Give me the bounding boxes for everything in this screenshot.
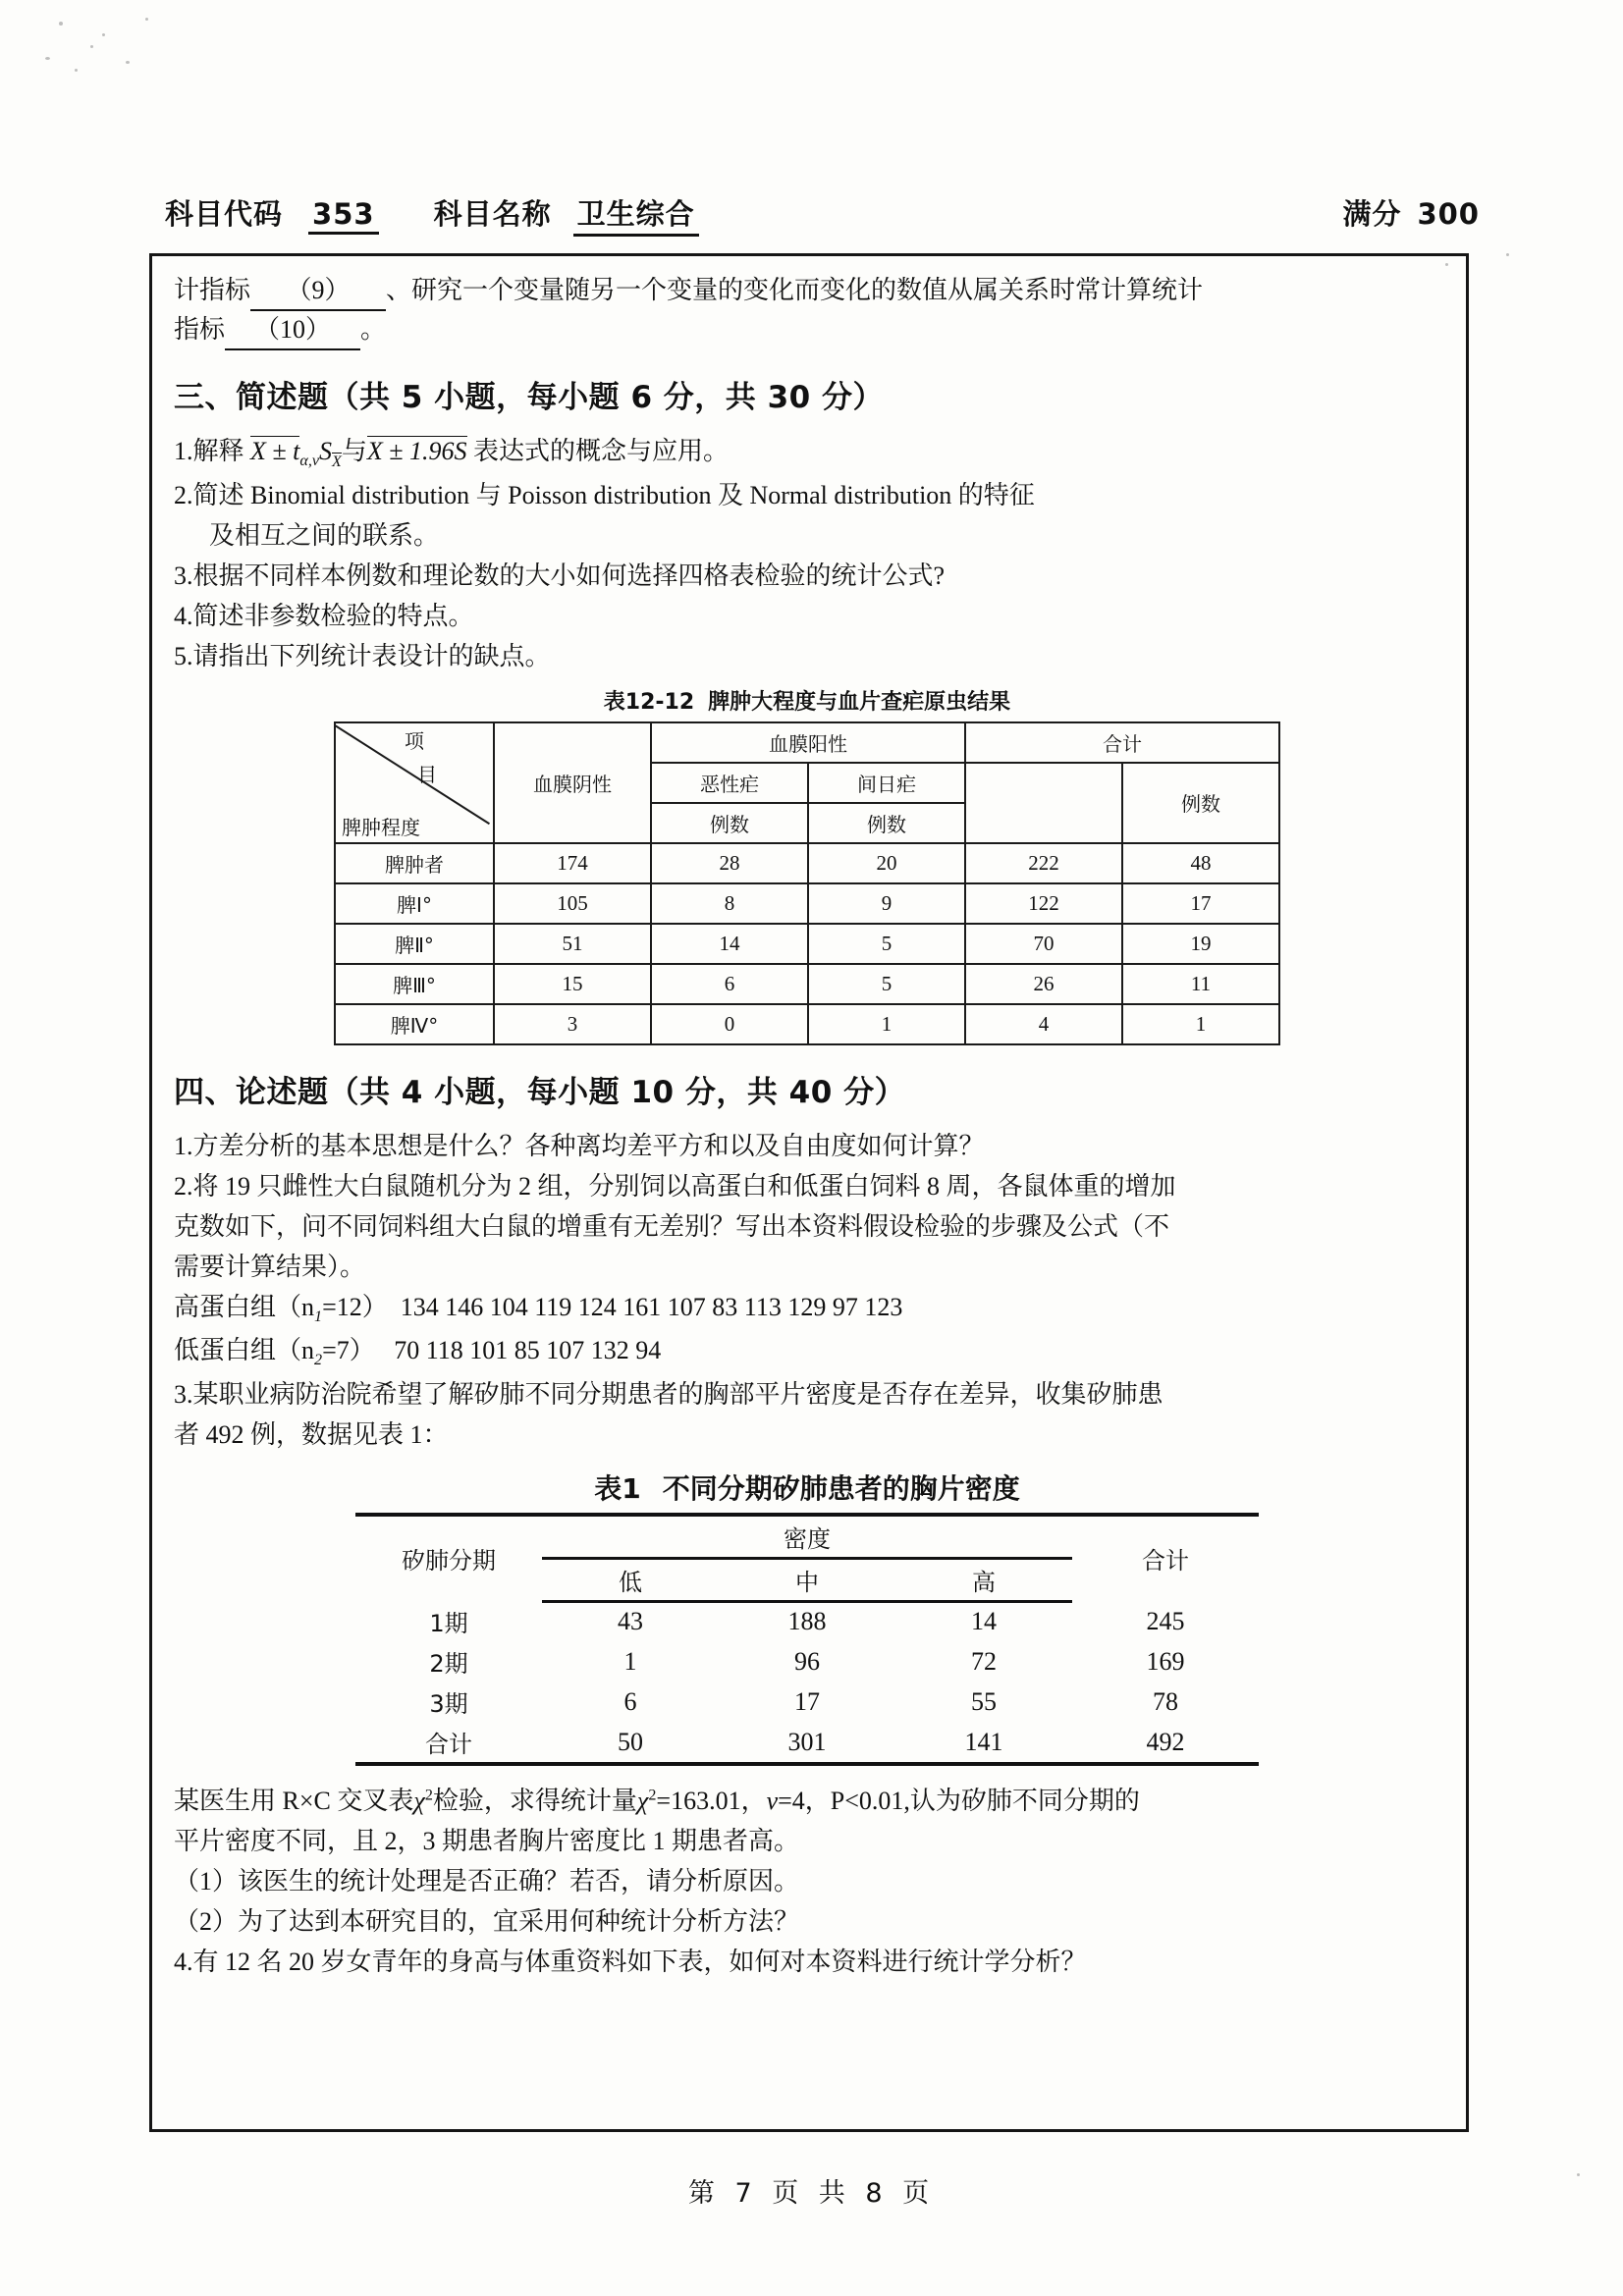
row-label: 脾肿者: [335, 843, 494, 883]
cell-total-b: 17: [1122, 883, 1279, 924]
low-protein-n-sub: 2: [314, 1352, 323, 1369]
table-12-12: [334, 721, 1280, 1045]
row-label: 3期: [429, 1690, 468, 1719]
cell-total: 169: [1146, 1646, 1185, 1676]
col-header-low: 低: [542, 1558, 719, 1601]
section3-question-2-line1: 2.简述 Binomial distribution 与 Poisson distribution 及 Normal distribution 的特征: [174, 480, 1035, 509]
low-protein-label: 低蛋白组（n: [174, 1336, 315, 1365]
cell-malignant: 14: [651, 924, 808, 964]
q1-formula-a-body: X ± t: [250, 437, 300, 466]
section3-question-3: 3.根据不同样本例数和理论数的大小如何选择四格表检验的统计公式?: [174, 561, 946, 590]
subject-name-label: 科目名称: [433, 197, 552, 231]
full-score-value: 300: [1417, 197, 1480, 231]
table-1-caption: [174, 1468, 1440, 1507]
section4-question-3-line1: 3.某职业病防治院希望了解矽肺不同分期患者的胸部平片密度是否存在差异，收集矽肺患: [174, 1379, 1163, 1409]
section4-question-2-line3: 需要计算结果）。: [174, 1252, 366, 1281]
row-label: 脾Ⅱ°: [335, 924, 494, 964]
chi-square-statement-line1: [174, 1782, 1440, 1820]
cell-malignant: 0: [651, 1004, 808, 1044]
table-row: [355, 1682, 1259, 1722]
table-row: [355, 1641, 1259, 1682]
page-header: [165, 192, 1515, 238]
subject-name-value: 卫生综合: [573, 192, 699, 237]
cell-total-b: 11: [1122, 964, 1279, 1004]
cell-total-b: 19: [1122, 924, 1279, 964]
scan-speck: [90, 45, 93, 48]
q1-trailer: 表达式的概念与应用。: [473, 437, 730, 466]
cell-total: 492: [1072, 1722, 1259, 1764]
table-1-header-row-1: [355, 1515, 1259, 1559]
col-header-total-cases: 例数: [1122, 763, 1279, 843]
high-protein-n-value: =12）: [322, 1292, 388, 1321]
section4-question-1: 1.方差分析的基本思想是什么？各种离均差平方和以及自由度如何计算？: [174, 1131, 985, 1160]
col-header-high: 高: [895, 1558, 1072, 1601]
row-label: 1期: [429, 1610, 468, 1638]
blank-10: （10）: [225, 311, 360, 350]
col-header-mid: 中: [719, 1558, 895, 1601]
scan-speck: [145, 18, 148, 21]
table-12-12-number: 表12-12: [603, 689, 695, 715]
continued-lead: 计指标: [174, 276, 251, 304]
high-protein-label: 高蛋白组（n: [174, 1292, 315, 1321]
chi-value: =163.01，: [656, 1787, 767, 1816]
low-protein-n-value: =7）: [322, 1336, 375, 1365]
low-protein-group-data: [174, 1331, 1440, 1372]
high-protein-group-data: [174, 1288, 1440, 1329]
subject-code-label: 科目代码: [165, 197, 284, 231]
section3-question-4: 4.简述非参数检验的特点。: [174, 601, 474, 630]
cell-mid: 188: [787, 1607, 827, 1636]
continued-blank-line-1: [174, 272, 1440, 311]
row-label: 脾Ⅲ°: [335, 964, 494, 1004]
chi-stmt-mid: 检验，求得统计量: [432, 1787, 637, 1816]
cell-low: 1: [623, 1646, 637, 1676]
corner-bottom-label: 脾肿程度: [342, 815, 420, 839]
exam-content-box: [149, 253, 1469, 2132]
col-unit-malignant: 例数: [651, 803, 808, 843]
q1-formula-a-sub: α,ν: [299, 453, 320, 470]
section4-question-3-sub2: （2）为了达到本研究目的，宜采用何种统计分析方法？: [174, 1907, 800, 1937]
q1-formula-a-s: S: [319, 437, 333, 466]
page-footer: 第 7 页 共 8 页: [687, 2178, 936, 2209]
section4-question-4: 4.有 12 名 20 岁女青年的身高与体重资料如下表，如何对本资料进行统计学分析？: [174, 1948, 1087, 1977]
cell-negative: 3: [494, 1004, 651, 1044]
cell-mid: 17: [794, 1686, 820, 1716]
cell-total: 245: [1146, 1606, 1185, 1635]
chi-stmt-lead: 某医生用 R×C 交叉表: [174, 1787, 414, 1816]
chi-stmt-tail: =4，P<0.01,认为矽肺不同分期的: [778, 1787, 1140, 1816]
section3-question-1: [174, 432, 1440, 473]
col-header-blood-negative: 血膜阴性: [494, 722, 651, 843]
q1-lead: 解释: [192, 437, 244, 466]
col-group-total: 合计: [965, 722, 1279, 763]
cell-malignant: 6: [651, 964, 808, 1004]
low-protein-values: 70 118 101 85 107 132 94: [394, 1336, 662, 1365]
corner-mid-label: 目: [417, 762, 437, 786]
blank-9: （9）: [250, 272, 386, 311]
cell-low: 6: [623, 1686, 637, 1716]
section3-question-5: 5.请指出下列统计表设计的缺点。: [174, 641, 551, 670]
high-protein-n-sub: 1: [314, 1308, 323, 1325]
cell-total-b: 1: [1122, 1004, 1279, 1044]
cell-total: 78: [1153, 1686, 1178, 1716]
cell-negative: 174: [494, 843, 651, 883]
cell-negative: 105: [494, 883, 651, 924]
cell-vivax: 1: [808, 1004, 965, 1044]
table-row: [335, 883, 1279, 924]
row-label: 2期: [429, 1650, 468, 1679]
cell-high: 141: [895, 1722, 1072, 1764]
continued-mid: 、研究一个变量随另一个变量的变化而变化的数值从属关系时常计算统计: [386, 276, 1204, 304]
cell-total-b: 48: [1122, 843, 1279, 883]
cell-mid: 301: [719, 1722, 895, 1764]
col-group-density: 密度: [542, 1515, 1072, 1559]
subject-code-value: 353: [308, 197, 379, 235]
corner-top-label: 项: [405, 728, 424, 753]
cell-vivax: 9: [808, 883, 965, 924]
cell-high: 72: [971, 1646, 997, 1676]
cell-negative: 15: [494, 964, 651, 1004]
q1-formula-a-s-sub: X: [332, 453, 342, 470]
scan-speck: [45, 57, 50, 60]
scan-speck: [126, 61, 130, 64]
high-protein-values: 134 146 104 119 124 161 107 83 113 129 97 123: [400, 1292, 903, 1321]
cell-mid: 96: [794, 1646, 820, 1676]
table-1-title: 不同分期矽肺患者的胸片密度: [662, 1471, 1020, 1505]
cell-negative: 51: [494, 924, 651, 964]
col-header-total: 合计: [1072, 1515, 1259, 1602]
continued-tail: 。: [360, 315, 387, 345]
scan-speck: [59, 22, 63, 26]
col-header-total-blank: [965, 763, 1122, 843]
continued-lead-2: 指标: [174, 315, 226, 345]
table-row: [355, 1722, 1259, 1764]
table-12-12-corner-cell: [335, 722, 494, 843]
nu-symbol: ν: [766, 1787, 779, 1816]
cell-malignant: 8: [651, 883, 808, 924]
chi-exponent: 2: [424, 1787, 433, 1804]
chi-symbol-2: χ: [636, 1787, 649, 1816]
section4-question-3-sub1: （1）该医生的统计处理是否正确？若否，请分析原因。: [174, 1867, 800, 1896]
scan-speck: [102, 33, 105, 36]
q1-formula-a: [250, 437, 342, 470]
section-3-heading: 三、简述题（共 5 小题，每小题 6 分，共 30 分）: [174, 380, 885, 416]
table-row: [335, 964, 1279, 1004]
table-12-12-title: 脾肿大程度与血片查疟原虫结果: [708, 689, 1011, 715]
table-row: [335, 924, 1279, 964]
col-group-blood-positive: 血膜阳性: [651, 722, 965, 763]
table-12-12-body: [335, 843, 1279, 1044]
cell-total-a: 70: [965, 924, 1122, 964]
q1-formula-b: X ± 1.96S: [366, 437, 467, 466]
col-unit-vivax: 例数: [808, 803, 965, 843]
row-label: 合计: [355, 1722, 542, 1764]
scan-speck: [1506, 253, 1509, 256]
section-4-heading: 四、论述题（共 4 小题，每小题 10 分，共 40 分）: [174, 1074, 906, 1110]
section4-question-2-line2: 克数如下，问不同饲料组大白鼠的增重有无差别？写出本资料假设检验的步骤及公式（不: [174, 1211, 1170, 1241]
cell-vivax: 5: [808, 924, 965, 964]
scan-speck: [75, 69, 78, 72]
table-row: [335, 1004, 1279, 1044]
row-label: 脾Ⅳ°: [335, 1004, 494, 1044]
cell-vivax: 5: [808, 964, 965, 1004]
q1-number: 1.: [174, 437, 193, 466]
cell-vivax: 20: [808, 843, 965, 883]
row-label: 脾Ⅰ°: [335, 883, 494, 924]
table-row: [355, 1601, 1259, 1641]
q1-conjunction: 与: [341, 437, 367, 466]
cell-high: 55: [971, 1686, 997, 1716]
cell-total-a: 122: [965, 883, 1122, 924]
cell-total-a: 26: [965, 964, 1122, 1004]
cell-low: 50: [542, 1722, 719, 1764]
chi-square-statement-line2: 平片密度不同，且 2，3 期患者胸片密度比 1 期患者高。: [174, 1827, 800, 1856]
col-header-vivax: 间日疟: [808, 763, 965, 803]
chi-symbol: χ: [413, 1787, 425, 1816]
table-12-12-header-row-1: [335, 722, 1279, 763]
cell-malignant: 28: [651, 843, 808, 883]
table-1-number: 表1: [594, 1471, 641, 1505]
cell-total-a: 222: [965, 843, 1122, 883]
section3-question-2-line2: 及相互之间的联系。: [209, 520, 440, 550]
cell-high: 14: [971, 1607, 997, 1636]
section4-question-3-line2: 者 492 例，数据见表 1：: [174, 1419, 449, 1449]
section4-question-2-line1: 2.将 19 只雌性大白鼠随机分为 2 组，分别饲以高蛋白和低蛋白饲料 8 周，各鼠体重的增加: [174, 1171, 1176, 1201]
table-1: [355, 1513, 1259, 1767]
continued-blank-line-2: [174, 311, 1440, 350]
table-1-body: [355, 1601, 1259, 1764]
cell-low: 43: [618, 1607, 643, 1636]
col-header-malignant: 恶性疟: [651, 763, 808, 803]
table-12-12-caption: [174, 685, 1440, 716]
full-score-label: 满分: [1342, 197, 1402, 231]
cell-total-a: 4: [965, 1004, 1122, 1044]
col-header-stage: 矽肺分期: [355, 1515, 542, 1602]
chi-exponent-2: 2: [648, 1787, 657, 1804]
table-row: [335, 843, 1279, 883]
